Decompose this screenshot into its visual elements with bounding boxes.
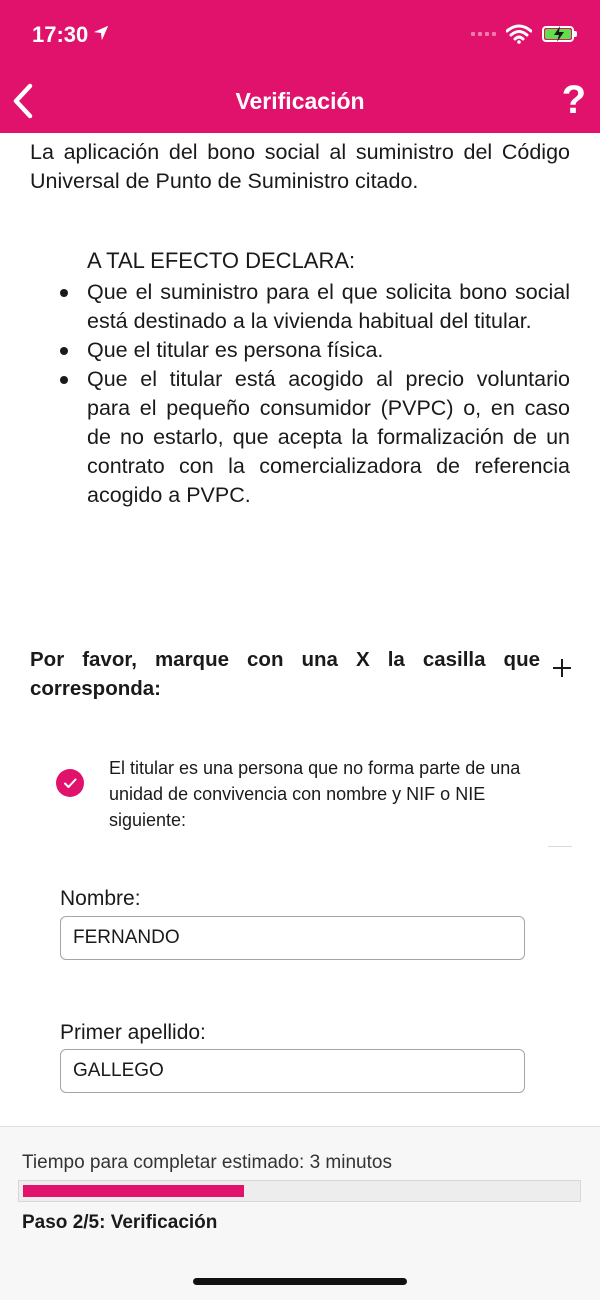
list-item-text: Que el titular es persona física.	[87, 338, 384, 362]
list-item-text: Que el suministro para el que solicita bono social está destinado a la vivienda habitual del titular.	[87, 280, 570, 333]
list-item	[58, 278, 570, 336]
battery-icon	[542, 26, 574, 42]
bottom-panel	[0, 1126, 600, 1300]
help-button[interactable]: ?	[561, 78, 586, 122]
page-title: Verificación	[235, 88, 365, 114]
option-label: El titular es una persona que no forma parte de una unidad de convivencia con nombre y NIF o NIE siguiente:	[109, 758, 521, 830]
progress-bar	[18, 1180, 581, 1202]
list-item-text: Que el titular está acogido al precio voluntario para el pequeño consumidor (PVPC) o, en caso de no estarlo, que acepta la formalización de un contrato con la comercializadora de referencia acogido a PVPC.	[87, 367, 570, 507]
step-indicator: Paso 2/5: Verificación	[22, 1212, 218, 1233]
option-checkbox[interactable]	[56, 769, 84, 797]
instruction-text: Por favor, marque con una X la casilla que corresponda:	[30, 648, 540, 700]
home-indicator	[193, 1278, 407, 1285]
intro-text: La aplicación del bono social al suministro del Código Universal de Punto de Suministro citado.	[30, 140, 570, 193]
location-arrow-icon	[92, 22, 110, 48]
status-icons	[471, 24, 574, 44]
list-item	[58, 336, 570, 365]
checkmark-icon	[56, 769, 84, 797]
plus-icon[interactable]	[550, 656, 574, 680]
status-time	[32, 22, 110, 48]
top-bar	[0, 0, 600, 133]
signal-icon	[471, 32, 496, 36]
list-item	[58, 365, 570, 510]
divider	[548, 846, 572, 847]
primer-apellido-input[interactable]: GALLEGO	[60, 1049, 525, 1093]
nombre-label: Nombre:	[60, 887, 141, 910]
declara-list	[58, 278, 570, 510]
time-estimate: Tiempo para completar estimado: 3 minutos	[22, 1152, 392, 1173]
progress-fill	[23, 1185, 244, 1197]
declara-title: A TAL EFECTO DECLARA:	[87, 248, 356, 273]
status-time-text: 17:30	[32, 22, 89, 47]
wifi-icon	[506, 24, 532, 44]
primer-apellido-label: Primer apellido:	[60, 1021, 206, 1044]
nombre-input[interactable]: FERNANDO	[60, 916, 525, 960]
